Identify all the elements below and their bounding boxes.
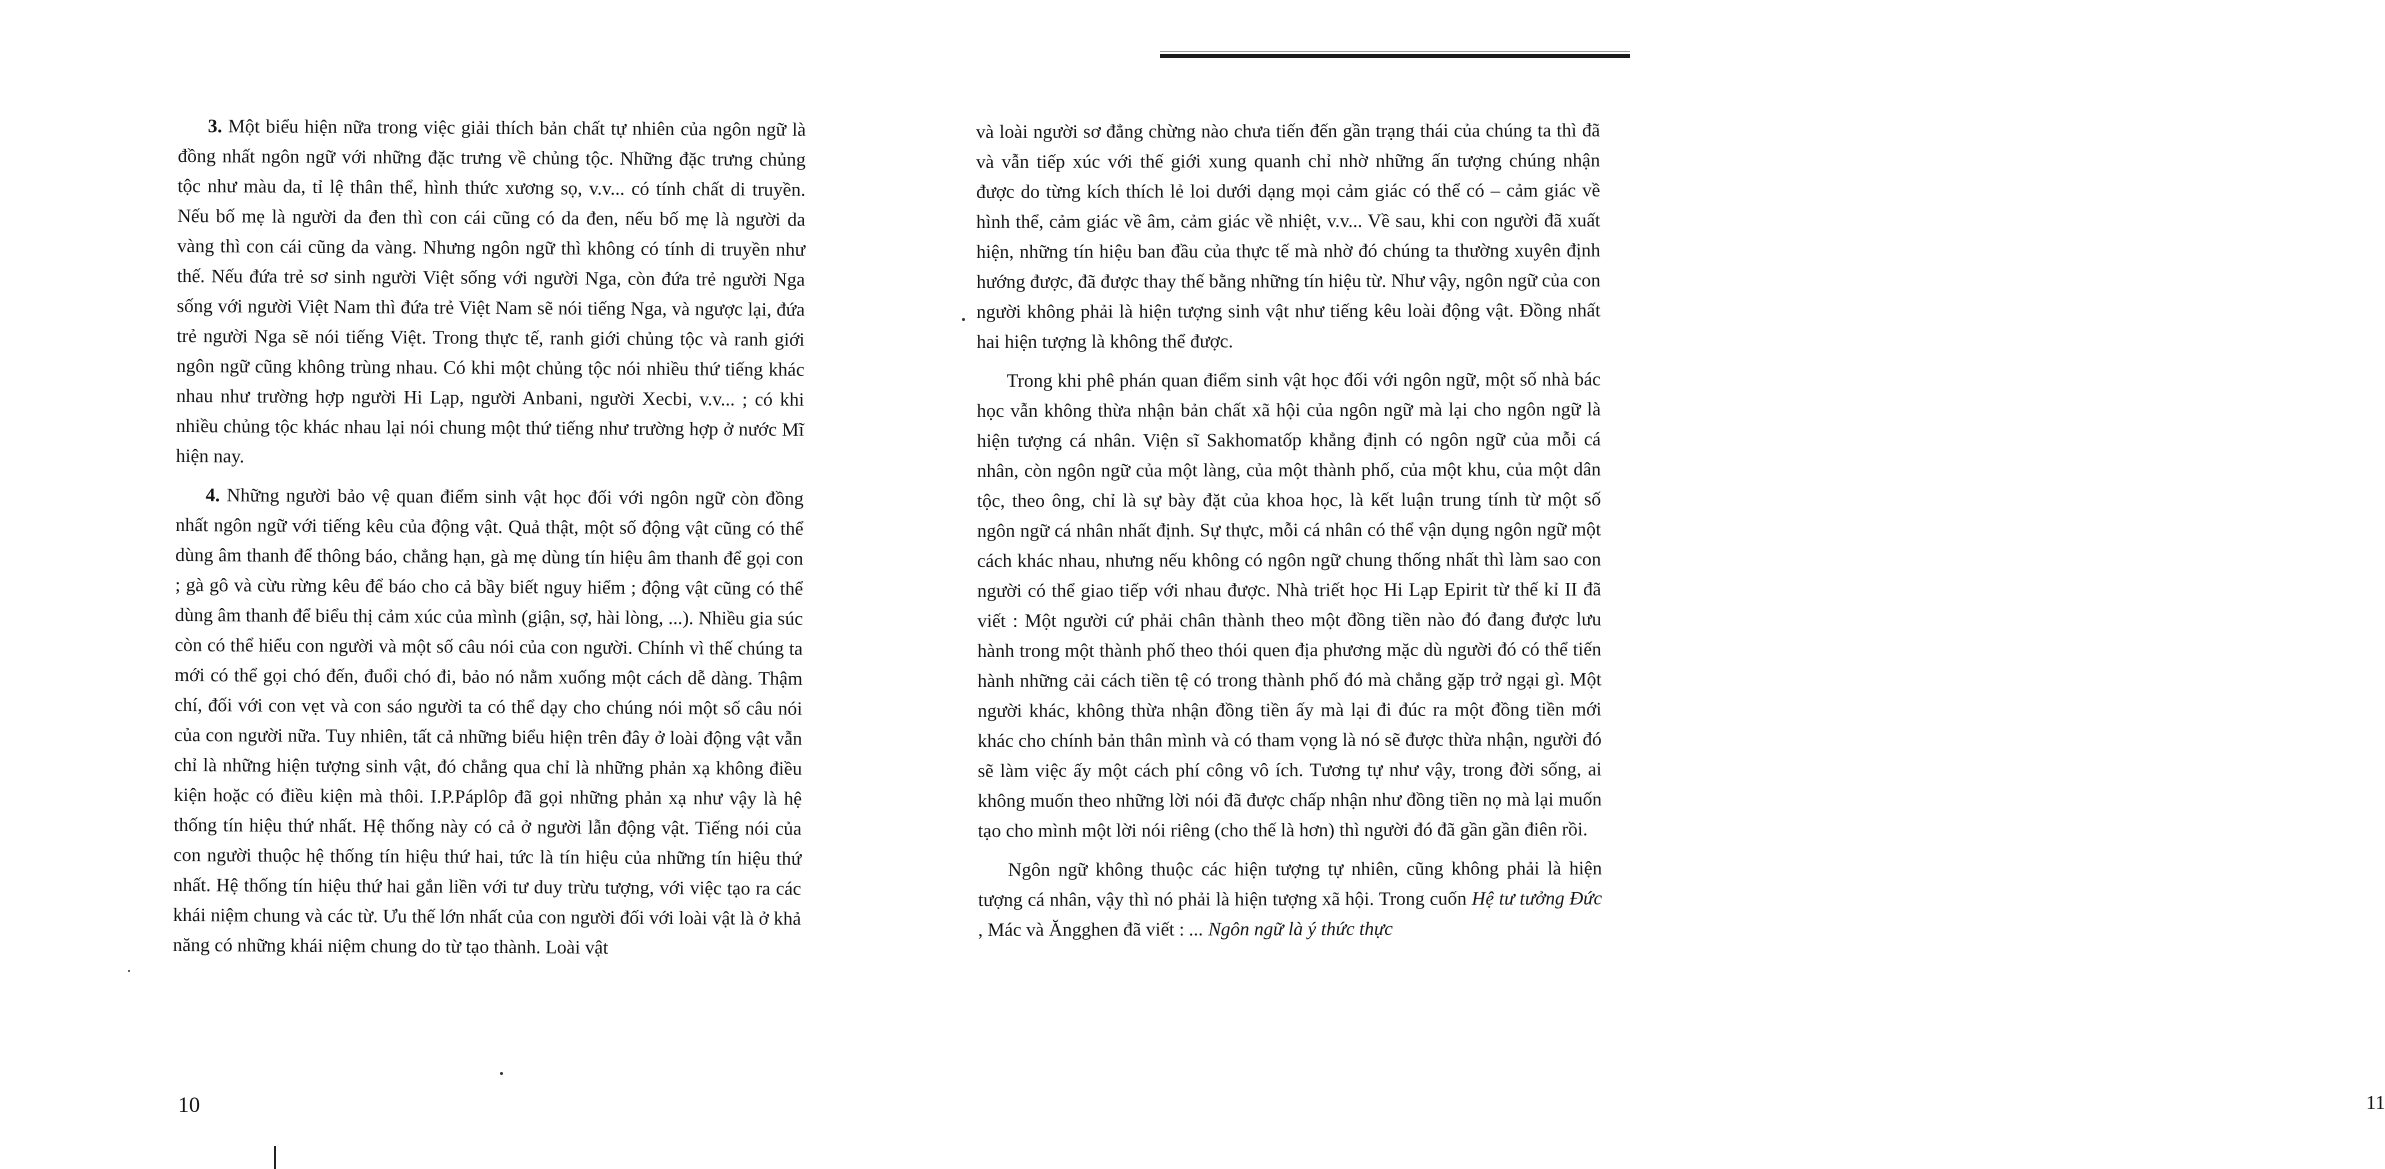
paragraph-text: Ngôn ngữ không thuộc các hiện tượng tự nhiên, cũng không phải là hiện tượng cá nhân, vậy thì nó phải là hiện tượng xã hội. Trong cuốn — [978, 858, 1602, 911]
book-title-italic: Hệ tư tưởng Đức — [1471, 888, 1603, 910]
scan-edge-mark — [274, 1146, 276, 1169]
paragraph-text: Một biểu hiện nữa trong việc giải thích bản chất tự nhiên của ngôn ngữ là đồng nhất ngôn ngữ với những đặc trưng về chủng tộc. Những đặc trưng chủng tộc như màu da, tỉ lệ thân thể, hình thức xương sọ, v.v... có tính chất di truyền. Nếu bố mẹ là người da đen thì con cái cũng có da đen, nếu bố mẹ là người da vàng thì con cái cũng da vàng. Nhưng ngôn ngữ thì không có tính di truyền như thế. Nếu đứa trẻ sơ sinh người Việt sống với người Nga, còn đứa trẻ người Nga sống với người Việt Nam thì đứa trẻ Việt Nam sẽ nói tiếng Nga, và ngược lại, đứa trẻ người Nga sẽ nói tiếng Việt. Trong thực tế, ranh giới chủng tộc và ranh giới ngôn ngữ cũng không trùng nhau. Có khi một chủng tộc nói nhiều thứ tiếng khác nhau như trường hợp người Hi Lạp, người Anbani, người Xecbi, v.v... ; có khi nhiều chủng tộc khác nhau lại nói chung một thứ tiếng như trường hợp ở nước Mĩ hiện nay. — [175, 116, 806, 468]
paragraph-social-phenomenon — [978, 854, 1602, 946]
right-page-body — [976, 116, 1602, 955]
paragraph-4 — [173, 481, 804, 965]
left-page — [0, 0, 830, 1169]
page-number-left: 10 — [178, 1092, 200, 1117]
quote-italic: ... Ngôn ngữ là ý thức thực — [1189, 918, 1393, 941]
paragraph-individual-language: Trong khi phê phán quan điểm sinh vật học đối với ngôn ngữ, một số nhà bác học vẫn không thừa nhận bản chất xã hội của ngôn ngữ mà lại cho ngôn ngữ là hiện tượng cá nhân. Viện sĩ Sakhomatốp khẳng định có ngôn ngữ của mỗi cá nhân, còn ngôn ngữ của một làng, của một thành phố, của một khu, của một dân tộc, theo ông, chỉ là sự bày đặt của khoa học, là kết luận trung tính từ một số ngôn ngữ cá nhân nhất định. Sự thực, mỗi cá nhân có thể vận dụng ngôn ngữ một cách khác nhau, nhưng nếu không có ngôn ngữ chung thống nhất thì làm sao con người có thể giao tiếp với nhau được. Nhà triết học Hi Lạp Epirit từ thế kỉ II đã viết : Một người cứ phải chân thành theo một đồng tiền nào đó đang được lưu hành trong một thành phố theo thói quen địa phương mặc dù người đó có thể tiến hành những cải cách tiền tệ có trong thành phố đó mà chẳng gặp trở ngại gì. Một người khác, không thừa nhận đồng tiền ấy mà lại đi đúc ra một đồng tiền mới khác cho chính bản thân mình và có tham vọng là nó sẽ được thừa nhận, người đó sẽ làm việc ấy một cách phí công vô ích. Tương tự như vậy, trong đời sống, ai không muốn theo những lời nói đã được chấp nhận như đồng tiền nọ mà lại muốn tạo cho mình một lời nói riêng (cho thế là hơn) thì người đó đã gần gần điên rồi. — [976, 369, 1602, 842]
paragraph-number: 4. — [205, 485, 220, 507]
continued-paragraph: và loài người sơ đẳng chừng nào chưa tiến đến gần trạng thái của chúng ta thì đã và vẫn tiếp xúc với thế giới xung quanh chỉ nhờ những ấn tượng chúng nhận được do từng kích thích lẻ loi dưới dạng mọi cảm giác có thể có – cảm giác về hình thể, cảm giác về âm, cảm giác về nhiệt, v.v... Về sau, khi con người đã xuất hiện, những tín hiệu ban đầu của thực tế mà nhờ đó chúng ta thường xuyên định hướng được, đã được thay thế bằng những tín hiệu từ. Như vậy, ngôn ngữ của con người không phải là hiện tượng sinh vật như tiếng kêu loài động vật. Đồng nhất hai hiện tượng là không thể được. — [976, 120, 1601, 353]
paragraph-text: , Mác và Ăngghen đã viết : — [978, 919, 1190, 941]
right-page — [830, 0, 2385, 1169]
paragraph-text: Những người bảo vệ quan điểm sinh vật học đối với ngôn ngữ còn đồng nhất ngôn ngữ với tiếng kêu của động vật. Quả thật, một số động vật cũng có thể dùng âm thanh để thông báo, chẳng hạn, gà mẹ dùng tín hiệu âm thanh để gọi con ; gà gô và cừu rừng kêu để báo cho cả bầy biết nguy hiểm ; động vật cũng có thể dùng âm thanh để biểu thị cảm xúc của mình (giận, sợ, hài lòng, ...). Nhiều gia súc còn có thể hiểu con người và một số câu nói của con người. Chính vì thế chúng ta mới có thể gọi chó đến, đuổi chó đi, bảo nó nằm xuống một cách dễ dàng. Thậm chí, đối với con vẹt và con sáo người ta có thể dạy cho chúng nói một số câu nói của con người nữa. Tuy nhiên, tất cả những biểu hiện trên đây ở loài động vật vẫn chỉ là những hiện tượng sinh vật, đó chẳng qua chỉ là những phản xạ không điều kiện hoặc có điều kiện mà thôi. I.P.Páplôp đã gọi những phản xạ như vậy là hệ thống tín hiệu thứ nhất. Hệ thống này có cả ở người lẫn động vật. Tiếng nói của con người thuộc hệ thống tín hiệu thứ hai, tức là tín hiệu của những tín hiệu thứ nhất. Hệ thống tín hiệu thứ hai gắn liền với tư duy trừu tượng, với việc tạo ra các khái niệm chung và các từ. Ưu thế lớn nhất của con người đối với loài vật là ở khả năng có những khái niệm chung do từ tạo thành. Loài vật — [172, 485, 804, 959]
header-rule — [1160, 54, 1630, 58]
header-rule-thin — [1160, 51, 1630, 52]
scan-speck — [962, 318, 965, 321]
scan-speck — [500, 1072, 503, 1075]
paragraph-number: 3. — [207, 116, 223, 138]
page-number-right: 11 — [2366, 1092, 2385, 1114]
scan-speck — [128, 970, 130, 972]
paragraph-3 — [176, 112, 806, 476]
left-page-body — [173, 112, 806, 974]
